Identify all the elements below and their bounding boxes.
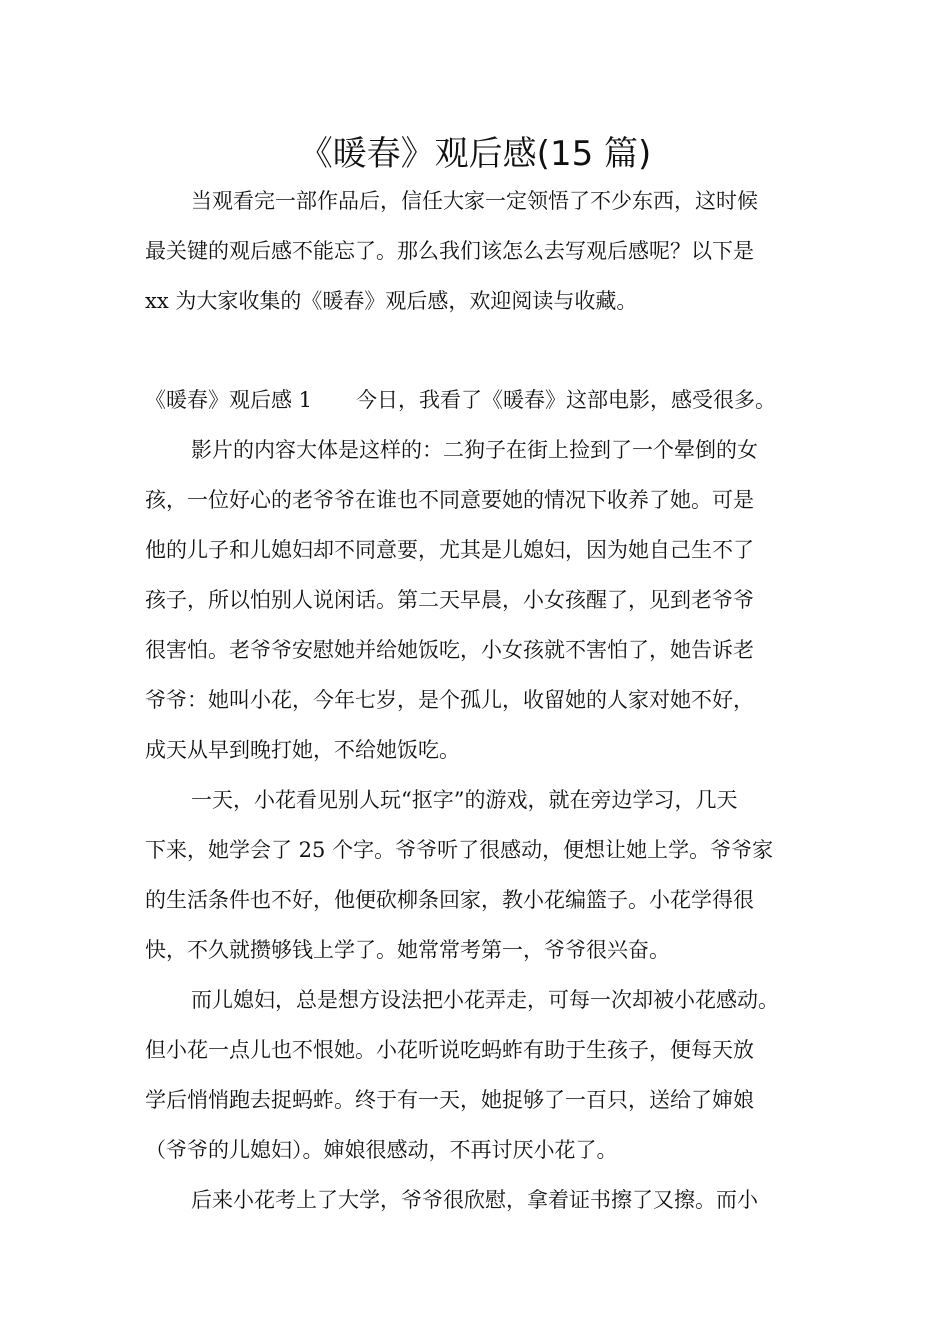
body-line: 下来，她学会了 25 个字。爷爷听了很感动，便想让她上学。爷爷家 bbox=[145, 838, 774, 862]
body-line: 的生活条件也不好，他便砍柳条回家，教小花编篮子。小花学得很 bbox=[145, 888, 754, 912]
intro-line: 当观看完一部作品后，信任大家一定领悟了不少东西，这时候 bbox=[191, 189, 758, 213]
body-line: 一天，小花看见别人玩“抠字”的游戏，就在旁边学习，几天 bbox=[191, 788, 738, 812]
body-line: 他的儿子和儿媳妇却不同意要，尤其是儿媳妇，因为她自己生不了 bbox=[145, 538, 754, 562]
body-line: 成天从早到晚打她，不给她饭吃。 bbox=[145, 738, 460, 762]
body-line: 影片的内容大体是这样的：二狗子在街上捡到了一个晕倒的女 bbox=[191, 438, 758, 462]
body-line: 但小花一点儿也不恨她。小花听说吃蚂蚱有助于生孩子，便每天放 bbox=[145, 1038, 754, 1062]
article-body bbox=[145, 425, 815, 1225]
intro-line: xx 为大家收集的《暖春》观后感，欢迎阅读与收藏。 bbox=[145, 289, 638, 313]
body-line: 孩子，所以怕别人说闲话。第二天早晨，小女孩醒了，见到老爷爷 bbox=[145, 588, 754, 612]
body-line: 爷爷：她叫小花，今年七岁，是个孤儿，收留她的人家对她不好， bbox=[145, 688, 754, 712]
body-line: 而儿媳妇，总是想方设法把小花弄走，可每一次却被小花感动。 bbox=[191, 988, 779, 1012]
section-heading: 《暖春》观后感 1 bbox=[145, 388, 313, 412]
body-line: 很害怕。老爷爷安慰她并给她饭吃，小女孩就不害怕了，她告诉老 bbox=[145, 638, 754, 662]
intro-line: 最关键的观后感不能忘了。那么我们该怎么去写观后感呢？以下是 bbox=[145, 239, 754, 263]
body-line: 快，不久就攒够钱上学了。她常常考第一，爷爷很兴奋。 bbox=[145, 938, 670, 962]
document-title: 《暖春》观后感(15 篇) bbox=[298, 134, 652, 174]
intro-paragraph bbox=[145, 176, 815, 326]
body-line: 孩，一位好心的老爷爷在谁也不同意要她的情况下收养了她。可是 bbox=[145, 488, 754, 512]
body-line: （爷爷的儿媳妇）。婶娘很感动，不再讨厌小花了。 bbox=[145, 1138, 618, 1162]
section-opening: 今日，我看了《暖春》这部电影，感受很多。 bbox=[356, 388, 777, 412]
section-first-line bbox=[145, 375, 815, 425]
body-line: 后来小花考上了大学，爷爷很欣慰，拿着证书擦了又擦。而小 bbox=[191, 1188, 758, 1212]
body-line: 学后悄悄跑去捉蚂蚱。终于有一天，她捉够了一百只，送给了婶娘 bbox=[145, 1088, 754, 1112]
